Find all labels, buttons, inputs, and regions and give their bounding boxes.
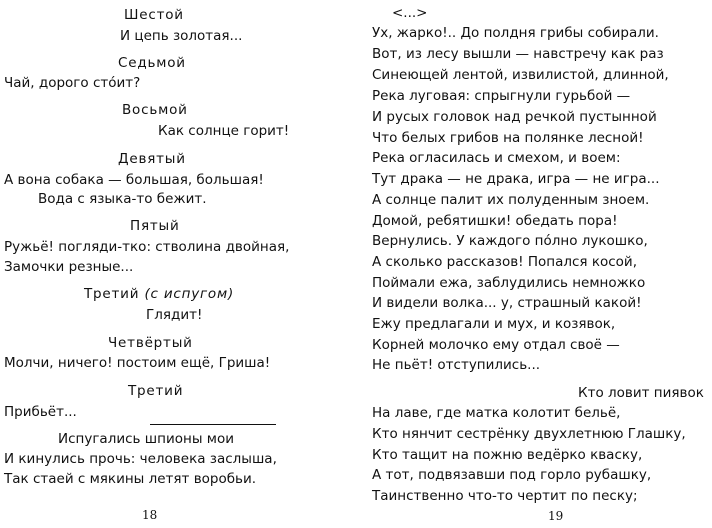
right-page [372,0,702,528]
verse-line: Река луговая: спрыгнули гурьбой — [372,88,631,104]
verse-line: Молчи, ничего! постоим ещё, Гриша! [4,355,271,371]
speaker-heading [84,285,234,303]
verse-line: А сколько рассказов! Попался косой, [372,254,637,270]
verse-line: Ружьё! погляди-тко: стволина двойная, [4,239,290,255]
verse-line: Вот, из лесу вышли — навстречу как раз [372,46,664,62]
verse-line: Корней молочко ему отдал своё — [372,337,620,353]
omission-mark: <...> [392,5,428,21]
verse-line: Не пьёт! отступились... [372,357,541,373]
page-number: 19 [548,509,564,523]
verse-line: Чай, дорого сто́ит? [4,75,141,91]
speaker-heading: Четвёртый [108,335,193,351]
speaker-heading: Третий [128,383,184,399]
verse-line: И кинулись прочь: человека заслыша, [4,451,277,467]
verse-line: Ежу предлагали и мух, и козявок, [372,316,616,332]
speaker-heading: Седьмой [118,55,186,71]
verse-line: Домой, ребятишки! обедать пора! [372,213,618,229]
page-number: 18 [142,508,158,522]
speaker-heading: Девятый [118,151,186,167]
verse-line: Кто тащит на пожню ведёрко кваску, [372,447,643,463]
verse-line: Глядит! [146,307,203,323]
speaker-name: Третий [84,286,140,302]
verse-line: Вода с языка-то бежит. [38,191,207,207]
verse-line: Прибьёт... [4,404,77,420]
verse-line: Синеющей лентой, извилистой, длинной, [372,67,669,83]
verse-line: Тут драка — не драка, игра — не игра... [372,171,660,187]
verse-line: Кто ловит пиявок [578,385,704,401]
speaker-heading: Шестой [124,7,184,23]
verse-line: Река огласилась и смехом, и воем: [372,150,621,166]
verse-line: А вона собака — большая, большая! [4,172,264,188]
verse-line: Что белых грибов на полянке лесной! [372,130,644,146]
verse-line: Как солнце горит! [158,123,290,139]
verse-line: Замочки резные... [4,259,134,275]
verse-line: Таинственно что-то чертит по песку; [372,488,638,504]
verse-line: А тот, подвязавши под горло рубашку, [372,467,652,483]
left-page [0,0,290,528]
verse-line: Испугались шпионы мои [58,431,234,447]
verse-line: А солнце палит их полуденным зноем. [372,192,650,208]
verse-line: И видели волка... у, страшный какой! [372,295,642,311]
verse-line: Ух, жарко!.. До полдня грибы собирали. [372,25,659,41]
verse-line: Кто нянчит сестрёнку двухлетнюю Глашку, [372,426,686,442]
stage-direction: (с испугом) [144,286,235,302]
speaker-heading: Восьмой [122,102,188,118]
speaker-heading: Пятый [130,218,180,234]
verse-line: На лаве, где матка колотит бельё, [372,405,621,421]
continuation-rule [150,424,276,425]
verse-line: Так стаей с мякины летят воробьи. [4,471,257,487]
verse-line: И цепь золотая... [120,28,243,44]
verse-line: Поймали ежа, заблудились немножко [372,275,646,291]
verse-line: И русых головок над речкой пустынной [372,109,657,125]
verse-line: Вернулись. У каждого по́лно лукошко, [372,233,648,249]
